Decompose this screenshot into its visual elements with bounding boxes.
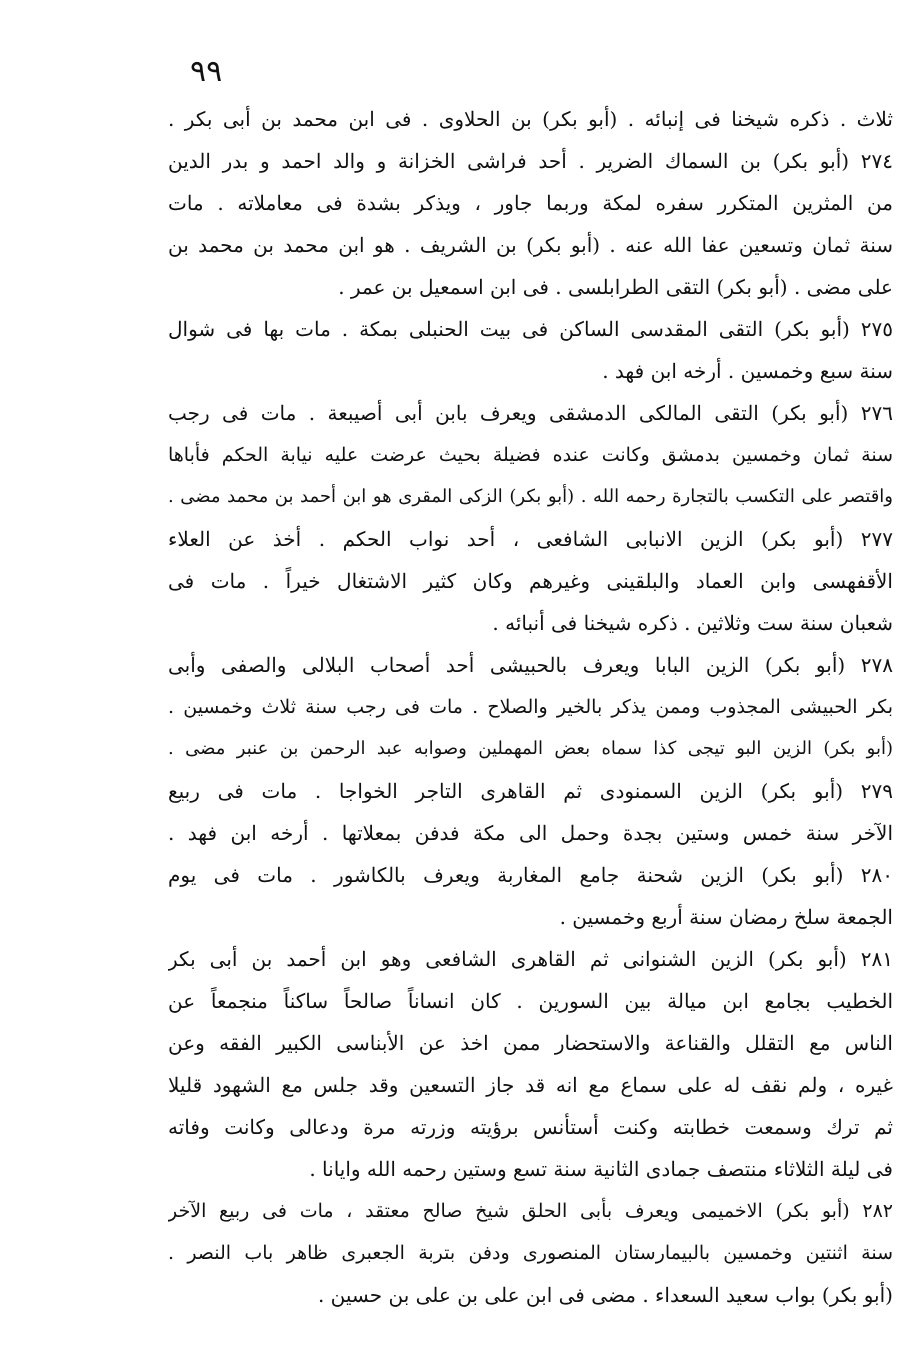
text-line: سنة ثمان وخمسين بدمشق وكانت عنده فضيلة بحيث عرضت عليه نيابة الحكم فأباها [168, 444, 893, 466]
text-line: (أبو بكر) بواب سعيد السعداء . مضى فى ابن على بن على بن حسين . [317, 1283, 893, 1307]
text-line: ثم ترك وسمعت خطابته وكنت أستأنس برؤيته وزرته مرة ودعالى وكانت وفاته [168, 1115, 893, 1139]
text-line: ٢٨٢ (أبو بكر) الاخميمى ويعرف بأبى الحلق شيخ صالح معتقد ، مات فى ربيع الآخر [168, 1200, 893, 1222]
text-line: واقتصر على التكسب بالتجارة رحمه الله . (أبو بكر) الزكى المقرى هو ابن أحمد بن محمد مضى . [168, 486, 893, 507]
text-line: ٢٧٦ (أبو بكر) التقى المالكى الدمشقى ويعرف بابن أبى أصيبعة . مات فى رجب [168, 401, 893, 425]
text-line: ثلاث . ذكره شيخنا فى إنبائه . (أبو بكر) بن الحلاوى . فى ابن محمد بن أبى بكر . [168, 107, 893, 131]
text-line: بكر الحبيشى المجذوب وممن يذكر بالخير والصلاح . مات فى رجب سنة ثلاث وخمسين . [168, 696, 893, 718]
text-line: سنة اثنتين وخمسين بالبيمارستان المنصورى ودفن بتربة الجعبرى ظاهر باب النصر . [168, 1242, 893, 1264]
text-line: من المثرين المتكرر سفره لمكة وربما جاور ، ويذكر بشدة فى معاملاته . مات [168, 191, 893, 215]
text-line: (أبو بكر) الزين البو تيجى كذا سماه بعض المهملين وصوابه عبد الرحمن بن عنبر مضى . [168, 738, 893, 759]
text-line: الجمعة سلخ رمضان سنة أربع وخمسين . [559, 905, 893, 929]
text-line: ٢٧٧ (أبو بكر) الزين الانبابى الشافعى ، أحد نواب الحكم . أخذ عن العلاء [168, 527, 893, 551]
text-line: على مضى . (أبو بكر) التقى الطرابلسى . فى ابن اسمعيل بن عمر . [338, 275, 893, 299]
text-line: غيره ، ولم نقف له على سماع مع انه قد جاز التسعين وقد جلس مع الشهود قليلا [168, 1073, 893, 1097]
text-line: ٢٧٤ (أبو بكر) بن السماك الضرير . أحد فراشى الخزانة و والد احمد و بدر الدين [168, 149, 893, 173]
text-line: ٢٨٠ (أبو بكر) الزين شحنة جامع المغاربة ويعرف بالكاشور . مات فى يوم [168, 863, 893, 887]
text-line: الآخر سنة خمس وستين بجدة وحمل الى مكة فدفن بمعلاتها . أرخه ابن فهد . [168, 821, 893, 845]
text-line: ٢٧٨ (أبو بكر) الزين البابا ويعرف بالحبيشى أحد أصحاب البلالى والصفى وأبى [168, 653, 893, 677]
text-line: شعبان سنة ست وثلاثين . ذكره شيخنا فى أنبائه . [492, 611, 893, 635]
text-line: الخطيب بجامع ابن ميالة بين السورين . كان انساناً صالحاً ساكناً منجمعاً عن [168, 989, 893, 1013]
body-text [168, 98, 893, 1316]
text-line: سنة ثمان وتسعين عفا الله عنه . (أبو بكر) بن الشريف . هو ابن محمد بن محمد بن [168, 233, 893, 257]
page-number: ٩٩ [190, 54, 223, 89]
text-line: ٢٧٩ (أبو بكر) الزين السمنودى ثم القاهرى التاجر الخواجا . مات فى ربيع [168, 779, 893, 803]
text-line: الأقفهسى وابن العماد والبلقينى وغيرهم وكان كثير الاشتغال خيراً . مات فى [168, 569, 893, 593]
text-line: ٢٧٥ (أبو بكر) التقى المقدسى الساكن فى بيت الحنبلى بمكة . مات بها فى شوال [168, 317, 893, 341]
text-line: ٢٨١ (أبو بكر) الزين الشنوانى ثم القاهرى الشافعى وهو ابن أحمد بن أبى بكر [168, 947, 893, 971]
text-line: سنة سبع وخمسين . أرخه ابن فهد . [602, 359, 893, 383]
text-line: فى ليلة الثلاثاء منتصف جمادى الثانية سنة تسع وستين رحمه الله وايانا . [309, 1157, 893, 1181]
text-line: الناس مع التقلل والقناعة والاستحضار ممن اخذ عن الأبناسى الكبير الفقه وعن [168, 1031, 893, 1055]
